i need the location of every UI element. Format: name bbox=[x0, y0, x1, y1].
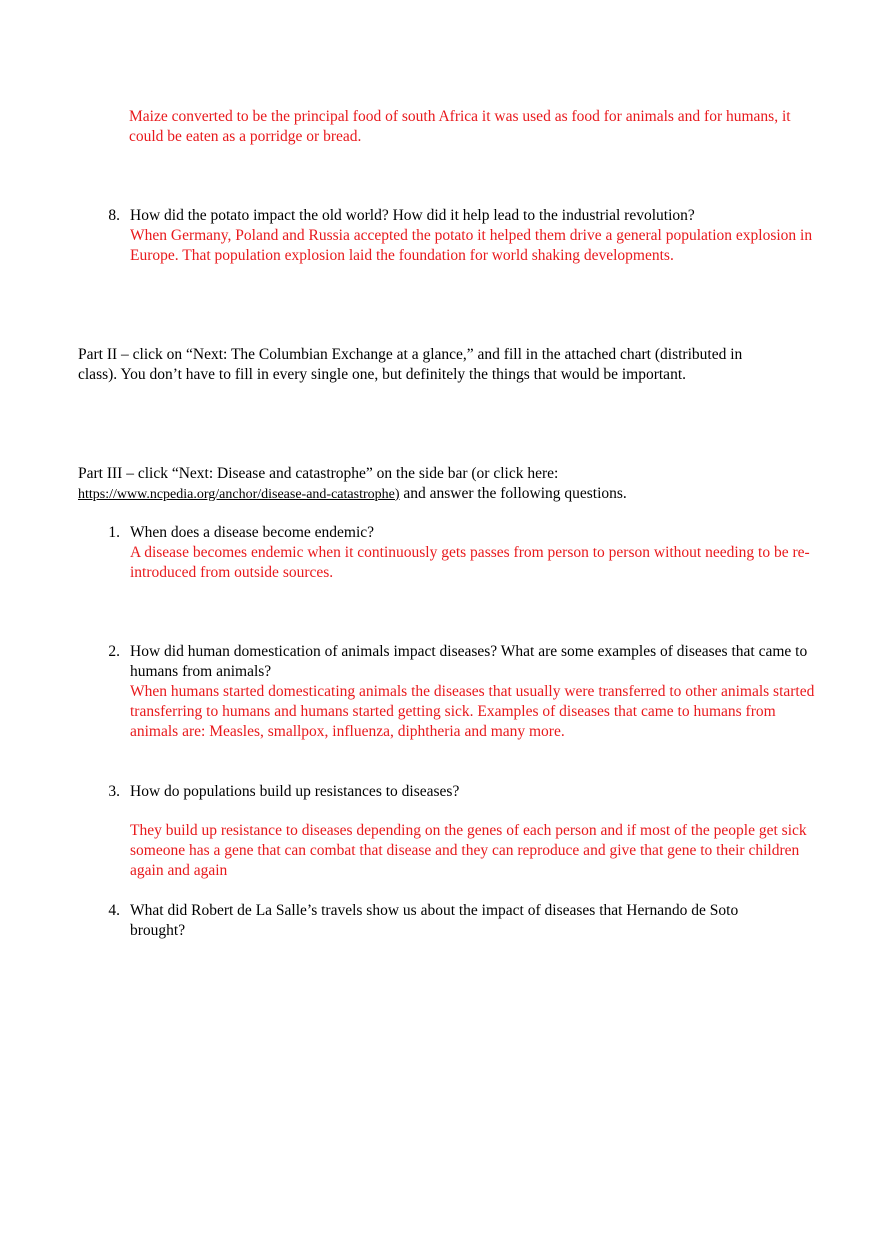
answer-text: When humans started domesticating animals the diseases that usually were transferred to other animals started transferring to humans and humans started getting sick. Examples of diseases that came to humans from animals are: Measles, smallpox, influenza, diphtheria and many more. bbox=[130, 683, 815, 740]
question-number: 3. bbox=[108, 783, 120, 800]
question-number: 1. bbox=[108, 524, 120, 541]
answer-8: When Germany, Poland and Russia accepted the potato it helped them drive a general population explosion in Europe. That population explosion laid the foundation for world shaking developments. bbox=[130, 227, 813, 264]
question-text: How did human domestication of animals impact diseases? What are some examples of diseases that came to humans from animals? bbox=[130, 643, 808, 680]
answer-text: A disease becomes endemic when it continuously gets passes from person to person without needing to be re-introduced from outside sources. bbox=[130, 544, 810, 581]
answer-7: Maize converted to be the principal food of south Africa it was used as food for animals and for humans, it could be eaten as a porridge or bread. bbox=[129, 108, 791, 145]
question-number: 2. bbox=[108, 643, 120, 660]
question-text: How do populations build up resistances to diseases? bbox=[130, 783, 460, 800]
part-3-intro bbox=[78, 464, 818, 505]
question-text: What did Robert de La Salle’s travels show us about the impact of diseases that Hernando de Soto brought? bbox=[130, 902, 739, 939]
question-number: 4. bbox=[108, 902, 120, 919]
disease-catastrophe-link[interactable]: https://www.ncpedia.org/anchor/disease-and-catastrophe) bbox=[78, 486, 400, 502]
answer-text: They build up resistance to diseases depending on the genes of each person and if most of the people get sick someone has a gene that can combat that disease and they can reproduce and give that gene to their children again and again bbox=[130, 822, 807, 879]
question-text: When does a disease become endemic? bbox=[130, 524, 375, 541]
part-3-intro-prefix: Part III – click “Next: Disease and catastrophe” on the side bar (or click here: bbox=[78, 465, 559, 482]
question-8-text: How did the potato impact the old world? How did it help lead to the industrial revolution? bbox=[130, 207, 695, 224]
question-8-number: 8. bbox=[108, 207, 120, 224]
part-2-instructions: Part II – click on “Next: The Columbian Exchange at a glance,” and fill in the attached chart (distributed in class). You don’t have to fill in every single one, but definitely the things that would be important. bbox=[78, 346, 743, 383]
part-3-intro-suffix: and answer the following questions. bbox=[399, 484, 627, 502]
